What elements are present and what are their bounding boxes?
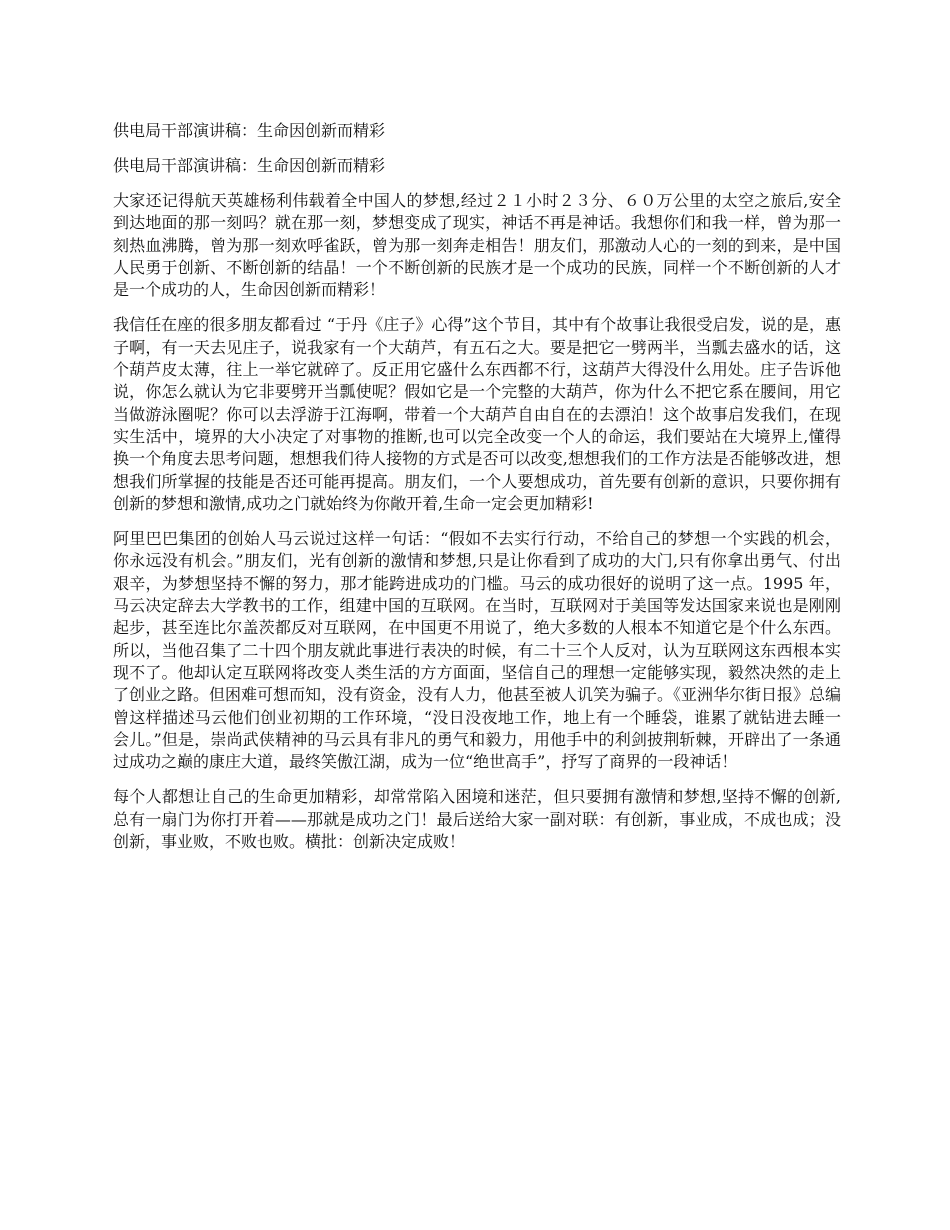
paragraph-2: 我信任在座的很多朋友都看过 “于丹《庄子》心得”这个节目，其中有个故事让我很受启发，说的是，惠子啊，有一天去见庄子，说我家有一个大葫芦，有五石之大。要是把它一劈两半，当瓢去盛水的话，这个葫芦皮太薄，往上一举它就碎了。反正用它盛什么东西都不行，这葫芦大得没什么用处。庄子告诉他说，你怎么就认为它非要劈开当瓢使呢？假如它是一个完整的大葫芦，你为什么不把它系在腰间，用它当做游泳圈呢？你可以去浮游于江海啊，带着一个大葫芦自由自在的去漂泊！这个故事启发我们，在现实生活中，境界的大小决定了对事物的推断,也可以完全改变一个人的命运，我们要站在大境界上,懂得换一个角度去思考问题，想想我们待人接物的方式是否可以改变,想想我们的工作方法是否能够改进，想想我们所掌握的技能是否还可能再提高。朋友们，一个人要想成功，首先要有创新的意识，只要你拥有创新的梦想和激情,成功之门就始终为你敞开着,生命一定会更加精彩! <box>113 315 841 513</box>
document-page <box>113 120 841 866</box>
paragraph-3: 阿里巴巴集团的创始人马云说过这样一句话：“假如不去实行行动，不给自己的梦想一个实践的机会，你永远没有机会。”朋友们，光有创新的激情和梦想,只是让你看到了成功的大门,只有你拿出勇气、付出艰辛，为梦想坚持不懈的努力，那才能跨进成功的门槛。马云的成功很好的说明了这一点。1995 年，马云决定辞去大学教书的工作，组建中国的互联网。在当时，互联网对于美国等发达国家来说也是刚刚起步，甚至连比尔盖茨都反对互联网，在中国更不用说了，绝大多数的人根本不知道它是个什么东西。所以，当他召集了二十四个朋友就此事进行表决的时候，有二十三个人反对，认为互联网这东西根本实现不了。他却认定互联网将改变人类生活的方方面面，坚信自己的理想一定能够实现，毅然决然的走上了创业之路。但困难可想而知，没有资金，没有人力，他甚至被人讥笑为骗子。《亚洲华尔街日报》总编曾这样描述马云他们创业初期的工作环境，“没日没夜地工作，地上有一个睡袋，谁累了就钻进去睡一会儿。”但是，崇尚武侠精神的马云具有非凡的勇气和毅力，用他手中的利剑披荆斩棘，开辟出了一条通过成功之巅的康庄大道，最终笑傲江湖，成为一位“绝世高手”，抒写了商界的一段神话！ <box>113 529 842 772</box>
paragraph-4: 每个人都想让自己的生命更加精彩，却常常陷入困境和迷茫，但只要拥有激情和梦想,坚持不懈的创新,总有一扇门为你打开着——那就是成功之门！最后送给大家一副对联：有创新，事业成，不成也成；没创新，事业败，不败也败。横批：创新决定成败！ <box>113 787 841 852</box>
paragraph-1: 大家还记得航天英雄杨利伟载着全中国人的梦想,经过２１小时２３分、６０万公里的太空之旅后,安全到达地面的那一刻吗？就在那一刻，梦想变成了现实，神话不再是神话。我想你们和我一样，曾为那一刻热血沸腾，曾为那一刻欢呼雀跃，曾为那一刻奔走相告！朋友们，那激动人心的一刻的到来，是中国人民勇于创新、不断创新的结晶！一个不断创新的民族才是一个成功的民族，同样一个不断创新的人才是一个成功的人，生命因创新而精彩！ <box>113 191 841 300</box>
document-subtitle: 供电局干部演讲稿：生命因创新而精彩 <box>113 156 386 175</box>
document-title: 供电局干部演讲稿：生命因创新而精彩 <box>113 121 386 140</box>
